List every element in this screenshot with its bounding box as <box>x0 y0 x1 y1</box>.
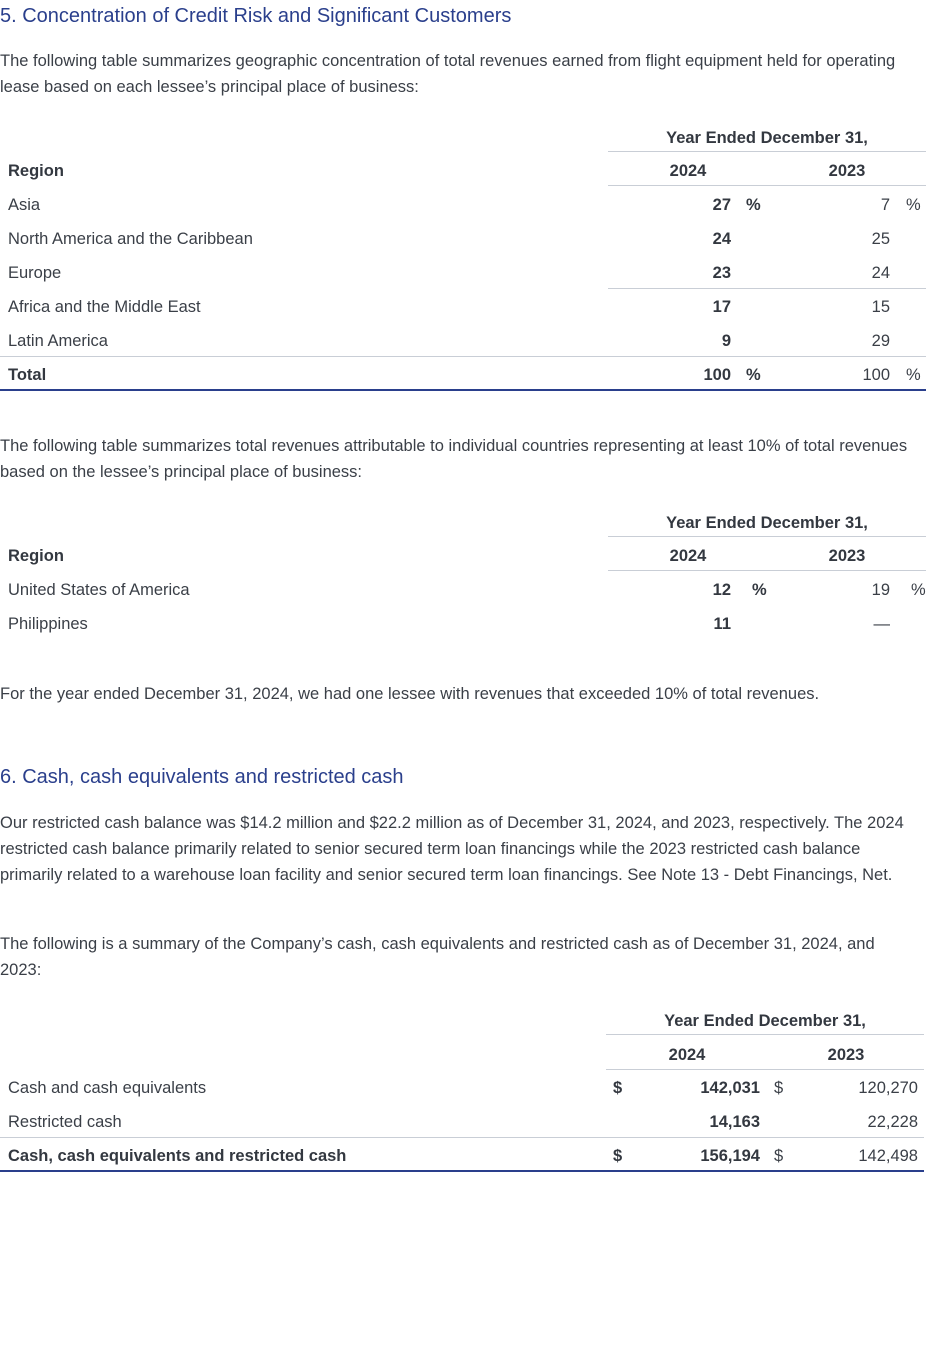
column-header-2024: 2024 <box>668 1046 706 1064</box>
column-header-2024: 2024 <box>669 547 707 565</box>
value-2024: 142,031 <box>700 1079 760 1097</box>
value-2023: — <box>873 615 890 633</box>
value-2023: 24 <box>871 264 890 282</box>
section-heading: 6. Cash, cash equivalents and restricted cash <box>0 766 404 788</box>
intro-paragraph: The following table summarizes geographic concentration of total revenues earned from flight equipment held for operating lease based on each lessee’s principal place of business: <box>0 52 896 96</box>
intro-paragraph: The following is a summary of the Company’s cash, cash equivalents and restricted cash as of December 31, 2024, and 2023: <box>0 935 875 979</box>
value-2024: 17 <box>712 298 731 316</box>
total-2023: 142,498 <box>858 1147 918 1165</box>
percent-sign: % <box>906 196 921 214</box>
percent-sign: % <box>911 581 926 599</box>
row-label: Africa and the Middle East <box>8 298 201 316</box>
row-label: Cash and cash equivalents <box>8 1079 207 1097</box>
region-header: Region <box>8 547 64 565</box>
row-label: Philippines <box>8 615 88 633</box>
value-2023: 15 <box>871 298 890 316</box>
row-label: Asia <box>8 196 41 214</box>
total-label: Cash, cash equivalents and restricted cash <box>8 1147 347 1165</box>
row-label: United States of America <box>8 581 190 599</box>
note-paragraph: For the year ended December 31, 2024, we had one lessee with revenues that exceeded 10% of total revenues. <box>0 685 820 703</box>
region-header: Region <box>8 162 64 180</box>
value-2024: 24 <box>712 230 731 248</box>
row-label: North America and the Caribbean <box>8 230 253 248</box>
column-header-2023: 2023 <box>828 547 866 565</box>
group-header: Year Ended December 31, <box>666 129 868 147</box>
value-2024: 9 <box>721 332 731 350</box>
value-2023: 22,228 <box>867 1113 918 1131</box>
percent-sign: % <box>746 196 761 214</box>
row-label: Latin America <box>8 332 108 350</box>
column-header-2024: 2024 <box>669 162 707 180</box>
percent-sign: % <box>746 366 761 384</box>
value-2023: 120,270 <box>858 1079 918 1097</box>
row-label: Restricted cash <box>8 1113 122 1131</box>
total-2024: 100 <box>703 366 731 384</box>
total-2023: 100 <box>862 366 890 384</box>
value-2023: 7 <box>880 196 890 214</box>
group-header: Year Ended December 31, <box>664 1012 866 1030</box>
column-header-2023: 2023 <box>827 1046 865 1064</box>
value-2024: 27 <box>712 196 731 214</box>
percent-sign: % <box>906 366 921 384</box>
value-2024: 23 <box>712 264 731 282</box>
value-2023: 25 <box>871 230 890 248</box>
row-label: Europe <box>8 264 62 282</box>
currency-symbol: $ <box>774 1079 784 1097</box>
value-2024: 11 <box>713 615 731 633</box>
value-2024: 12 <box>712 581 731 599</box>
total-label: Total <box>8 366 47 384</box>
value-2023: 19 <box>871 581 890 599</box>
group-header: Year Ended December 31, <box>666 514 868 532</box>
column-header-2023: 2023 <box>828 162 866 180</box>
intro-paragraph: The following table summarizes total revenues attributable to individual countries representing at least 10% of total revenues based on the lessee’s principal place of business: <box>0 437 908 481</box>
percent-sign: % <box>752 581 767 599</box>
total-2024: 156,194 <box>700 1147 760 1165</box>
value-2024: 14,163 <box>709 1113 760 1131</box>
currency-symbol: $ <box>613 1079 623 1097</box>
section-heading: 5. Concentration of Credit Risk and Significant Customers <box>0 5 512 27</box>
value-2023: 29 <box>871 332 890 350</box>
currency-symbol: $ <box>774 1147 784 1165</box>
currency-symbol: $ <box>613 1147 623 1165</box>
body-paragraph: Our restricted cash balance was $14.2 million and $22.2 million as of December 31, 2024, and 2023, respectively. The 2024 restricted cash balance primarily related to senior secured term loan financings while the 2023 restricted cash balance primarily related to a warehouse loan facility and senior secured term loan financings. See Note 13 - Debt Financings, Net. <box>0 814 904 884</box>
